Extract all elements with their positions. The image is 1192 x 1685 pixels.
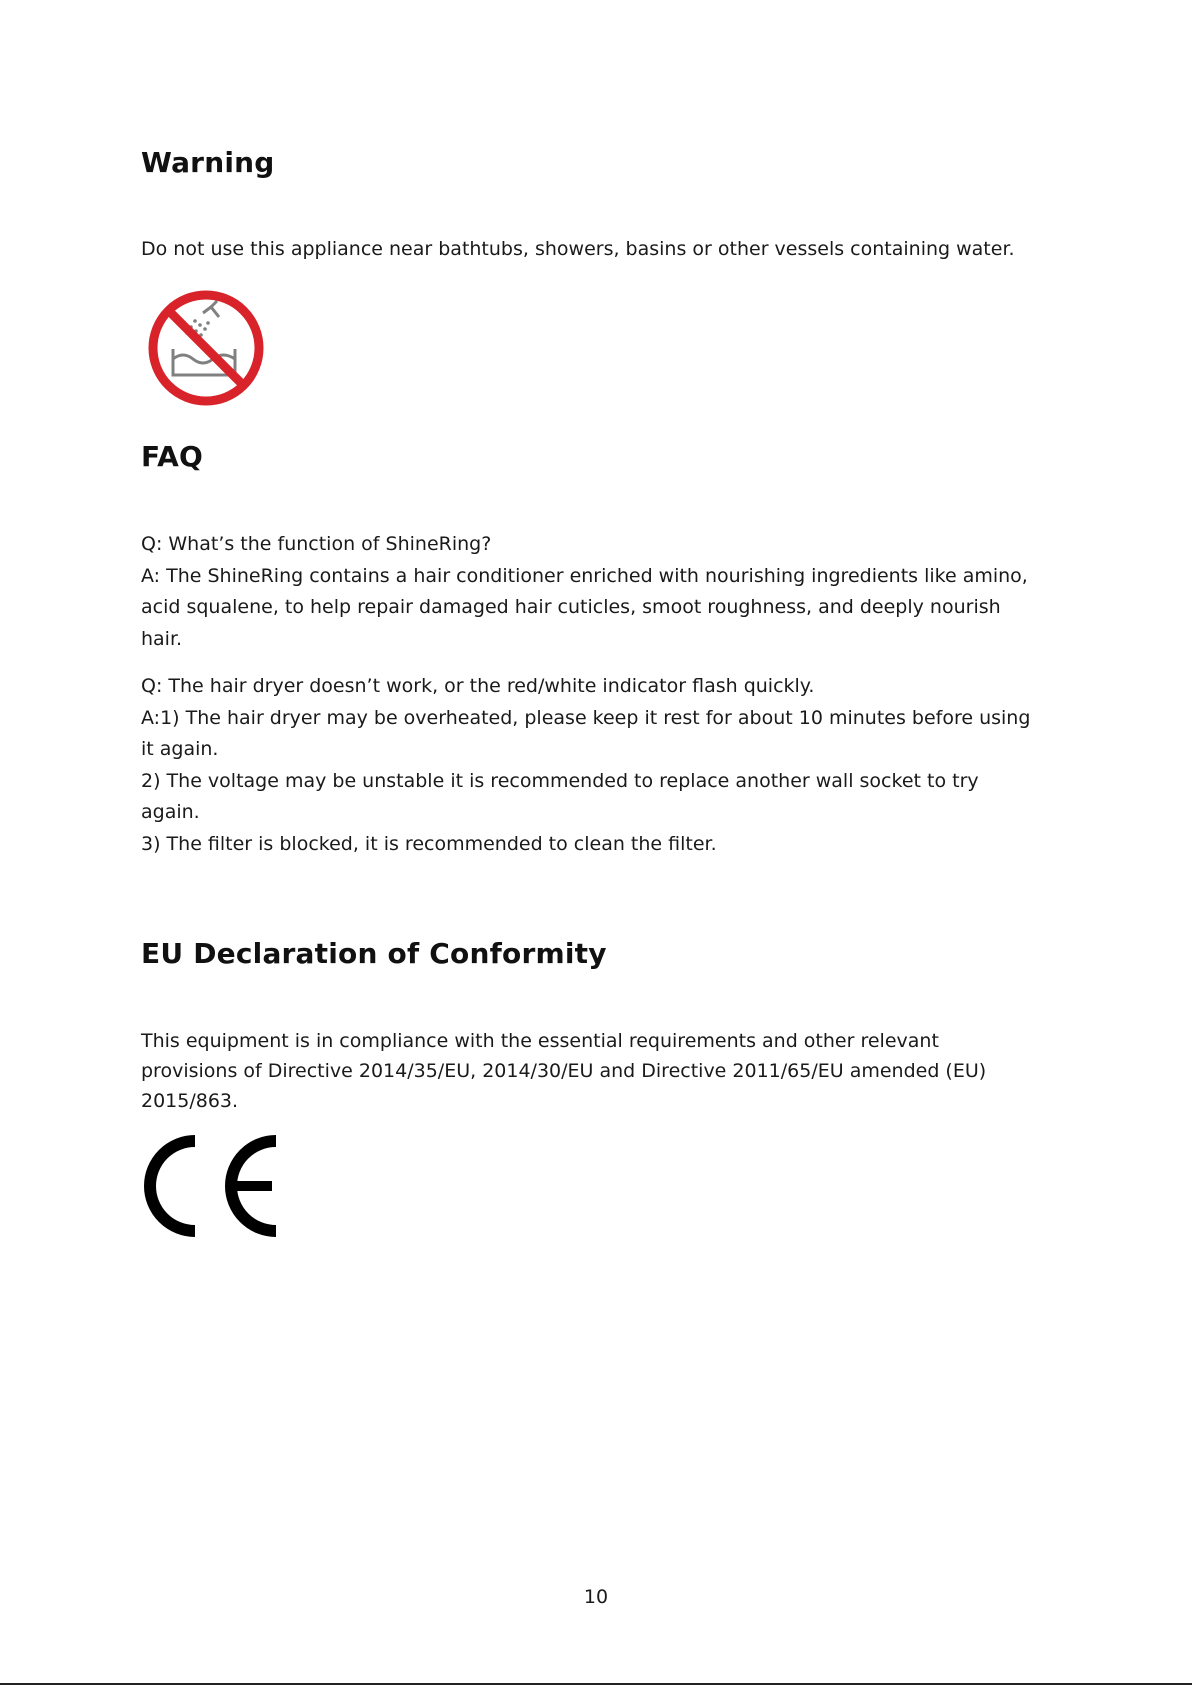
warning-heading: Warning <box>141 146 275 179</box>
faq-answer-2-line-4: again. <box>141 801 200 823</box>
faq-item-2 <box>141 671 1071 860</box>
no-water-prohibition-icon <box>145 287 267 409</box>
ce-mark-icon <box>140 1135 282 1237</box>
eu-declaration-text <box>141 1026 1071 1116</box>
faq-answer-1-line-3: hair. <box>141 627 183 650</box>
eu-declaration-line-3: 2015/863. <box>141 1090 239 1112</box>
faq-answer-1-line-1: A: The ShineRing contains a hair conditioner enriched with nourishing ingredients like amino, <box>141 564 1028 587</box>
faq-question-2: Q: The hair dryer doesn’t work, or the red/white indicator flash quickly. <box>141 675 815 697</box>
faq-answer-1-line-2: acid squalene, to help repair damaged hair cuticles, smoot roughness, and deeply nourish <box>141 596 1001 618</box>
faq-answer-2-line-3: 2) The voltage may be unstable it is recommended to replace another wall socket to try <box>141 769 979 792</box>
page-number: 10 <box>583 1586 609 1608</box>
faq-item-1 <box>141 529 1071 655</box>
faq-answer-2-line-1: A:1) The hair dryer may be overheated, please keep it rest for about 10 minutes before using <box>141 706 1031 729</box>
faq-question-1: Q: What’s the function of ShineRing? <box>141 533 492 555</box>
faq-answer-2-line-5: 3) The filter is blocked, it is recommended to clean the filter. <box>141 832 717 855</box>
faq-answer-2-line-2: it again. <box>141 738 219 760</box>
eu-declaration-line-1: This equipment is in compliance with the essential requirements and other relevant <box>141 1030 939 1052</box>
eu-declaration-heading: EU Declaration of Conformity <box>141 937 607 970</box>
warning-text: Do not use this appliance near bathtubs, showers, basins or other vessels containing water. <box>141 238 1015 260</box>
faq-heading: FAQ <box>141 440 203 473</box>
eu-declaration-line-2: provisions of Directive 2014/35/EU, 2014/30/EU and Directive 2011/65/EU amended (EU) <box>141 1060 987 1082</box>
